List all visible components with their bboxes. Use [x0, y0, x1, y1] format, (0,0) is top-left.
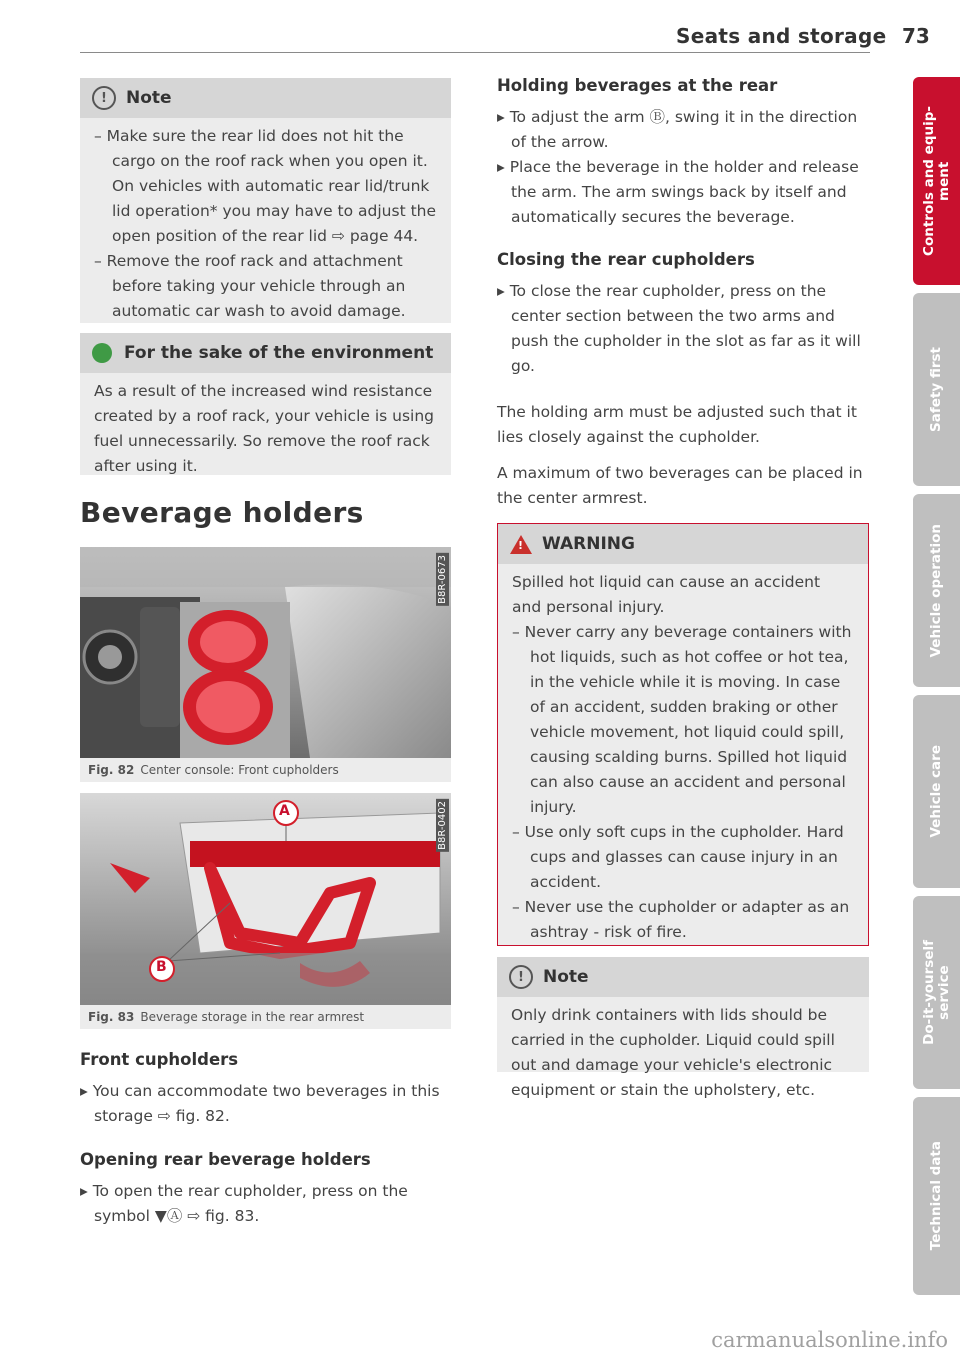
tab-label: Do-it-yourself service: [920, 940, 952, 1045]
figure-83: [80, 793, 451, 1029]
tab-do-it-yourself-service[interactable]: [913, 896, 960, 1089]
figure-caption-text: Center console: Front cupholders: [140, 763, 339, 777]
note-box-roof-rack: [80, 78, 451, 323]
warning-item: – Never use the cupholder or adapter as an ashtray - risk of fire.: [512, 898, 850, 941]
figure-number: Fig. 82: [88, 763, 135, 777]
warning-item: – Never carry any beverage containers with hot liquids, such as hot coffee or hot tea, in the vehicle while it is moving. In case of an accident, sudden braking or other vehicle movement, hot liquid could spill, causing scalding burns. Spilled hot liquid can also cause an accident and personal injury.: [512, 623, 852, 816]
running-header-title: Seats and storage: [676, 24, 887, 48]
environment-icon: [92, 343, 112, 363]
environment-box: [80, 333, 451, 475]
section-title: Beverage holders: [80, 496, 364, 529]
tab-label: Vehicle operation: [928, 523, 944, 658]
environment-header: [80, 333, 451, 373]
note-header: [497, 957, 869, 997]
tab-label: Technical data: [928, 1141, 944, 1251]
body-paragraph: The holding arm must be adjusted such that it lies closely against the cupholder.: [497, 403, 857, 446]
subheading: Closing the rear cupholders: [497, 250, 755, 269]
note-item: – Make sure the rear lid does not hit the cargo on the roof rack when you open it. On vehicles with automatic rear lid/trunk lid operation* you may have to adjust the open position of the rear lid ⇨ page 44.: [94, 127, 437, 245]
figure-caption: [80, 758, 451, 782]
instruction-step: ▸ You can accommodate two beverages in this storage ⇨ fig. 82.: [80, 1082, 440, 1125]
note-box-drink-containers: [497, 957, 869, 1099]
front-cupholder-illustration: [80, 547, 451, 758]
note-item: – Remove the roof rack and attachment before taking your vehicle through an automatic car wash to avoid damage.: [94, 252, 406, 320]
front-cupholders-section: [80, 1050, 452, 1129]
opening-rear-section: [80, 1150, 452, 1229]
tab-vehicle-care[interactable]: [913, 695, 960, 888]
label-b: B: [156, 959, 167, 975]
figure-code: B8R-0673: [437, 555, 448, 604]
warning-box: [497, 523, 869, 946]
note-label: Note: [126, 88, 172, 108]
tab-label: Safety first: [928, 347, 944, 432]
closing-section: [497, 250, 869, 379]
figure-82: [80, 547, 451, 782]
holding-section: [497, 76, 869, 230]
tab-label: Vehicle care: [928, 745, 944, 838]
tab-safety-first[interactable]: [913, 293, 960, 486]
subheading: Holding beverages at the rear: [497, 76, 778, 95]
subheading: Front cupholders: [80, 1050, 239, 1069]
label-a: A: [279, 803, 290, 819]
note-header: [80, 78, 451, 118]
figure-code: B8R-0402: [437, 801, 448, 850]
header-rule: [80, 52, 870, 53]
figure-caption-text: Beverage storage in the rear armrest: [140, 1010, 365, 1024]
warning-item: – Use only soft cups in the cupholder. Hard cups and glasses can cause injury in an accident.: [512, 823, 844, 891]
note-label: Note: [543, 967, 589, 987]
instruction-step: ▸ To close the rear cupholder, press on the center section between the two arms and push the cupholder in the slot as far as it will go.: [497, 282, 861, 375]
figure-caption: [80, 1005, 451, 1029]
info-icon: !: [509, 965, 533, 989]
note-text: Only drink containers with lids should be carried in the cupholder. Liquid could spill out and damage your vehicle's electronic equipment or stain the upholstery, etc.: [511, 1006, 835, 1099]
environment-text: As a result of the increased wind resistance created by a roof rack, your vehicle is using fuel unnecessarily. So remove the roof rack after using it.: [94, 382, 435, 475]
instruction-step: ▸ Place the beverage in the holder and release the arm. The arm swings back by itself and automatically secures the beverage.: [497, 158, 859, 226]
warning-triangle-icon: !: [510, 535, 532, 554]
figure-number: Fig. 83: [88, 1010, 135, 1024]
rear-armrest-illustration: [80, 793, 451, 1005]
tab-technical-data[interactable]: [913, 1097, 960, 1295]
tab-label: Controls and equip- ment: [920, 106, 952, 256]
body-paragraph: A maximum of two beverages can be placed in the center armrest.: [497, 464, 863, 507]
instruction-step: ▸ To open the rear cupholder, press on the symbol ▼Ⓐ ⇨ fig. 83.: [80, 1182, 408, 1225]
subheading: Opening rear beverage holders: [80, 1150, 371, 1169]
warning-header: [498, 524, 868, 564]
instruction-step: ▸ To adjust the arm Ⓑ, swing it in the direction of the arrow.: [497, 108, 858, 151]
warning-intro: Spilled hot liquid can cause an accident and personal injury.: [512, 573, 821, 616]
tab-controls-and-equipment[interactable]: [913, 77, 960, 285]
watermark: carmanualsonline.info: [711, 1328, 948, 1352]
environment-label: For the sake of the environment: [124, 343, 434, 363]
warning-label: WARNING: [542, 534, 635, 554]
tab-vehicle-operation[interactable]: [913, 494, 960, 687]
page-number: 73: [902, 24, 930, 48]
info-icon: !: [92, 86, 116, 110]
